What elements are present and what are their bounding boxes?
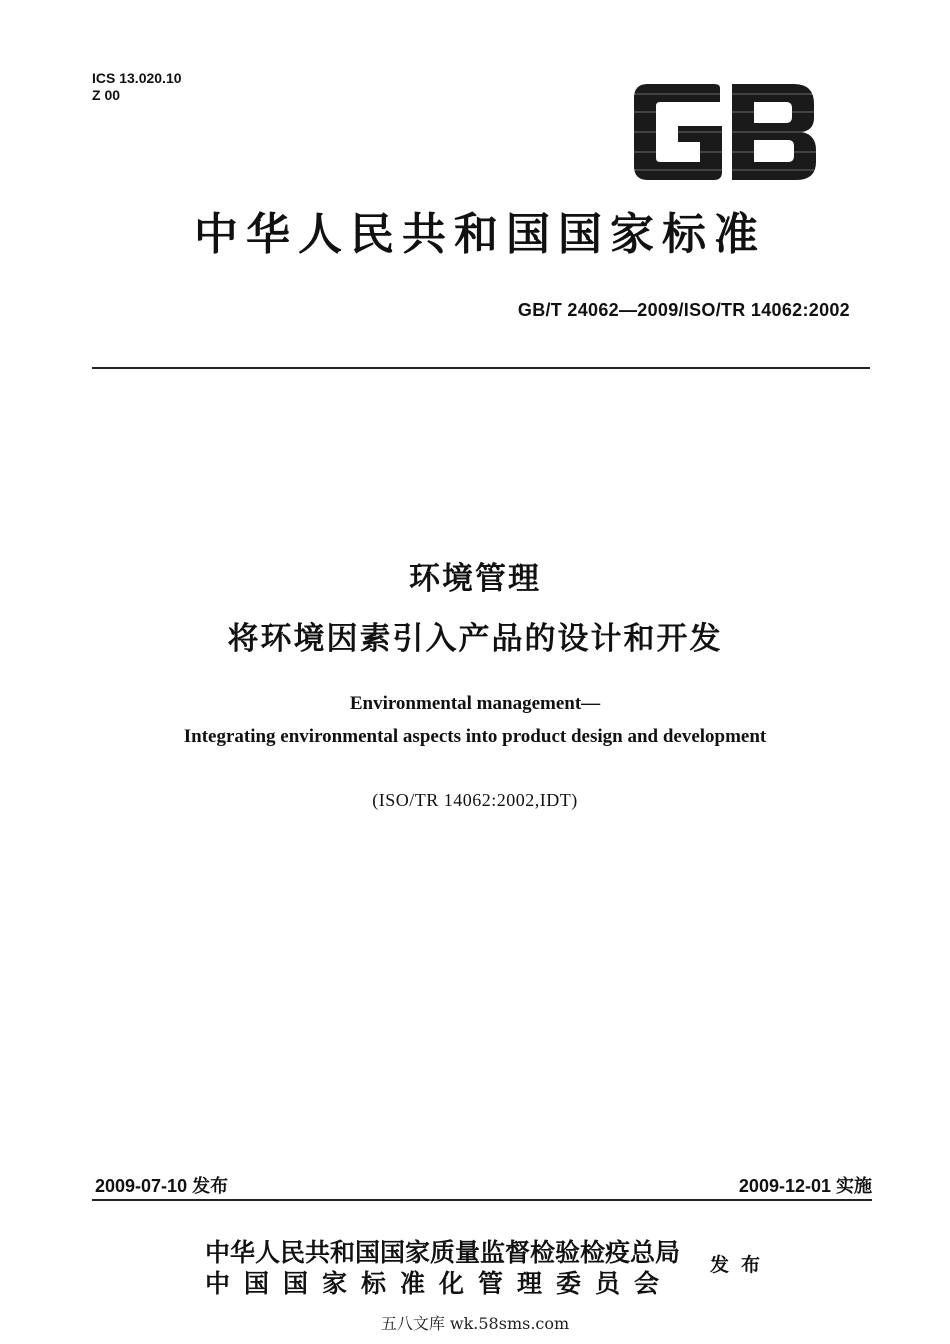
ics-code: ICS 13.020.10 [92, 70, 182, 86]
class-code: Z 00 [92, 87, 121, 103]
publish-label: 发布 [710, 1254, 773, 1276]
gb-logo [630, 82, 818, 182]
watermark: 五八文库 wk.58sms.com [380, 1314, 570, 1333]
english-title-line1: Environmental management— [349, 693, 601, 714]
implementation-date: 2009-12-01 实施 [738, 1176, 872, 1196]
standard-number: GB/T 24062—2009/ISO/TR 14062:2002 [517, 300, 850, 320]
national-standard-title: 中华人民共和国国家标准 [194, 209, 766, 260]
bottom-divider [92, 1199, 872, 1201]
issuer-line2: 中国国家标准化管理委员会 [205, 1269, 674, 1298]
chinese-title-line1: 环境管理 [409, 561, 541, 597]
classification-codes [92, 70, 182, 104]
top-divider [92, 367, 870, 369]
chinese-title-line2: 将环境因素引入产品的设计和开发 [227, 621, 723, 657]
equivalence-note: (ISO/TR 14062:2002,IDT) [372, 790, 578, 810]
issuer-line1: 中华人民共和国国家质量监督检验检疫总局 [205, 1238, 681, 1267]
issue-date: 2009-07-10 发布 [95, 1176, 229, 1196]
english-title-line2: Integrating environmental aspects into product design and development [183, 726, 767, 747]
